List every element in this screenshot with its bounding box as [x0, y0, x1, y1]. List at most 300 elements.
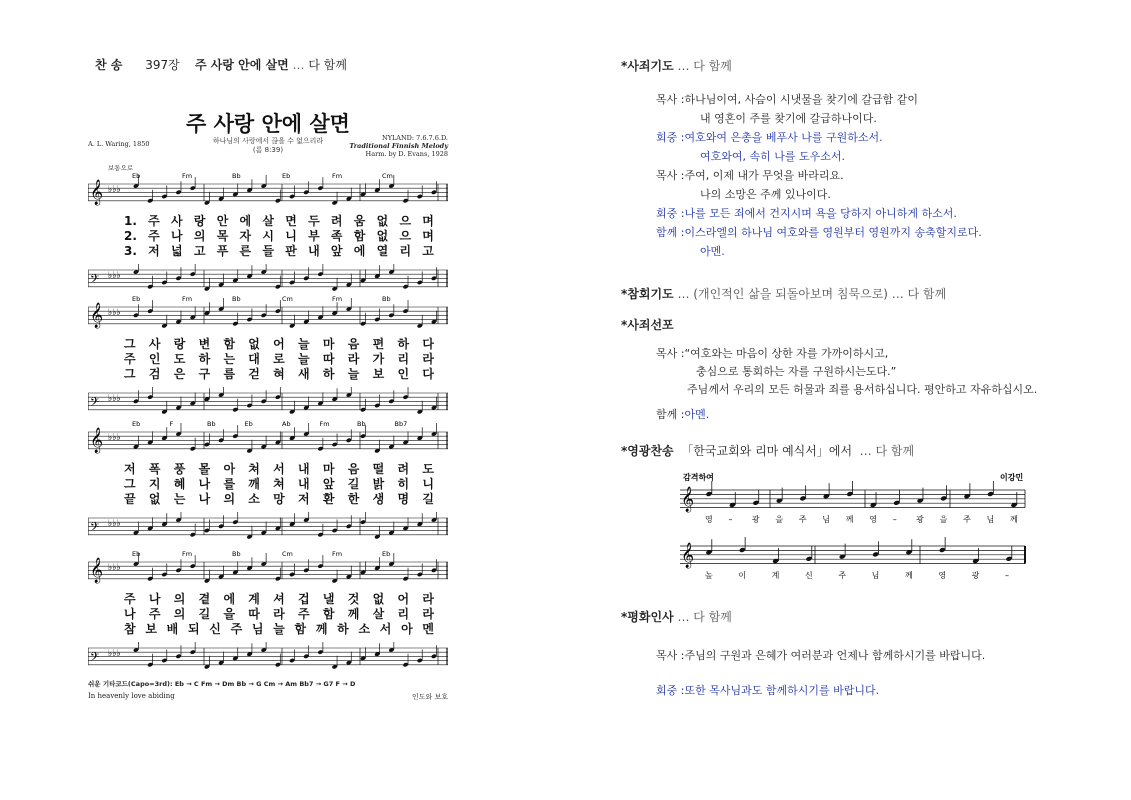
lyric-syllable: 망: [273, 492, 285, 506]
repentance-title: 참회기도: [627, 287, 674, 301]
chord-symbol: Bb: [207, 420, 216, 428]
hymn-label: 찬 송: [95, 58, 123, 72]
lyric-syllable: 새: [298, 367, 310, 381]
lyric-syllable: 께: [347, 607, 360, 621]
sheet-reference: (롬 8:39): [252, 146, 284, 154]
lyric-syllable: 하: [322, 367, 335, 381]
peace-congregation-who: 회중 :: [656, 684, 685, 697]
confession-note: … 다 함께: [677, 59, 732, 73]
lyric-syllable: 주: [148, 214, 160, 228]
confession-text: 내 영혼이 주를 찾기에 갈급하나이다.: [700, 112, 877, 125]
lyric-syllable: 저: [298, 492, 310, 506]
lyric-syllable: 주: [124, 352, 136, 366]
glory-heading: [621, 442, 914, 459]
lyric-syllable: 멘: [422, 622, 434, 636]
lyric-syllable: 낼: [322, 592, 335, 606]
lyric-syllable: 사: [148, 337, 161, 351]
lyric-syllable: 내: [298, 477, 310, 491]
guitar-chords: 쉬운 기타코드(Capo=3rd): Eb → C Fm → Dm Bb → G Cm → Am Bb7 → G7 F → D: [88, 680, 356, 688]
lyric-syllable: 나: [148, 592, 161, 606]
absolution-heading: [621, 316, 674, 333]
bass-clef-icon: 𝄢: [90, 396, 100, 412]
peace-title: 평화인사: [627, 610, 674, 624]
glory-syllable: 광: [751, 515, 760, 524]
lyric-syllable: 그: [124, 367, 136, 381]
lyric-syllable: 니: [422, 477, 434, 491]
lyric-syllable: 은: [173, 367, 186, 381]
lyric-syllable: 곁: [198, 592, 211, 606]
peace-congregation-text: 또한 목사님과도 함께하시기를 바랍니다.: [684, 684, 880, 697]
lyric-syllable: 앞: [322, 477, 335, 491]
glory-title: 영광찬송: [627, 444, 674, 458]
hymn-number: 397장: [145, 58, 180, 72]
lyric-syllable: 보: [145, 622, 157, 636]
lyric-syllable: 름: [223, 367, 236, 381]
lyric-syllable: 풍: [173, 462, 186, 476]
bullet-star: *: [621, 610, 628, 624]
key-signature-icon: ♭♭♭: [108, 649, 121, 659]
bass-staff: [88, 642, 448, 676]
lyric-syllable: 쳐: [273, 477, 285, 491]
lyric-syllable: 아: [223, 462, 236, 476]
lyric-line: [124, 462, 434, 476]
glory-staves: [680, 481, 1025, 568]
lyric-syllable: 걷: [248, 367, 260, 381]
sheet-tempo: 보통으로: [108, 164, 134, 172]
absolution-line-2: 충심으로 통회하는 자를 구원하시는도다.”: [696, 365, 897, 378]
lyric-line: [124, 592, 434, 606]
lyric-syllable: 푸: [216, 244, 229, 258]
lyric-syllable: 변: [198, 337, 211, 351]
lyric-syllable: 길: [422, 492, 434, 506]
lyric-syllable: 한: [347, 492, 360, 506]
key-signature-icon: ♭♭♭: [108, 433, 121, 443]
lyric-syllable: 앞: [330, 244, 343, 258]
hymn-ellipsis: …: [292, 58, 305, 72]
lyric-syllable: 하: [397, 337, 410, 351]
chord-symbol: Fm: [332, 295, 343, 303]
key-signature-icon: ♭♭♭: [108, 185, 121, 195]
lyric-syllable: 명: [397, 492, 410, 506]
lyric-syllable: 대: [248, 352, 260, 366]
lyric-syllable: 나: [198, 477, 211, 491]
lyric-syllable: 의: [193, 229, 206, 243]
bass-staff: [88, 387, 448, 421]
lyric-syllable: 끝: [124, 492, 136, 506]
glory-syllable: –: [892, 515, 897, 524]
lyric-block: [124, 337, 434, 381]
lyric-syllable: 되: [187, 622, 200, 636]
glory-syllable: 께: [905, 571, 913, 580]
chord-symbol: Fm: [319, 420, 330, 428]
lyric-syllable: 내: [298, 462, 310, 476]
lyric-syllable: 소: [248, 492, 260, 506]
lyric-line: [124, 367, 434, 381]
confession-line: [700, 186, 831, 202]
chord-symbol: Bb: [357, 420, 366, 428]
lyric-syllable: 주: [148, 229, 160, 243]
glory-syllable: 신: [805, 571, 813, 580]
lyric-syllable: 편: [372, 337, 385, 351]
sheet-tune-source: Traditional Finnish Melody: [349, 142, 448, 150]
lyric-syllable: 면: [285, 214, 297, 228]
lyric-syllable: 으: [399, 229, 412, 243]
glory-syllable: 주: [963, 515, 971, 524]
lyric-syllable: 음: [347, 337, 360, 351]
lyric-syllable: 열: [376, 244, 389, 258]
lyric-syllable: 른: [239, 244, 252, 258]
confession-speaker: 회중 :: [656, 207, 685, 220]
lyric-syllable: 부: [308, 229, 320, 243]
glory-note: … 다 함께: [859, 444, 915, 458]
lyric-syllable: 나: [198, 492, 211, 506]
lyric-syllable: 그: [124, 337, 136, 351]
peace-pastor-text: 주님의 구원과 은혜가 여러분과 언제나 함께하시기를 바랍니다.: [684, 649, 986, 662]
glory-syllable: 영: [869, 515, 877, 524]
lyric-line: [124, 337, 434, 351]
confession-speaker: 목사 :: [656, 169, 685, 182]
confession-line: [656, 167, 844, 183]
absolution-who: 목사 :: [656, 347, 685, 360]
confession-line: [700, 148, 845, 164]
key-signature-icon: ♭♭♭: [108, 394, 121, 404]
lyric-syllable: 길: [198, 607, 211, 621]
lyric-syllable: 서: [273, 462, 285, 476]
hymn-note: 다 함께: [308, 58, 347, 72]
lyric-syllable: 의: [223, 492, 236, 506]
glory-syllable: 님: [871, 571, 880, 580]
glory-syllable: 주: [838, 571, 847, 580]
bass-clef-icon: 𝄢: [90, 651, 100, 667]
lyric-syllable: 마: [322, 337, 335, 351]
lyric-syllable: 없: [148, 492, 161, 506]
confession-heading: [621, 57, 732, 74]
bullet-star: *: [621, 318, 628, 332]
confession-text: 아멘.: [700, 245, 725, 258]
lyric-syllable: 다: [422, 367, 434, 381]
sheet-tune: NYLAND: 7.6.7.6.D.: [382, 134, 448, 142]
glory-syllable: 높: [705, 571, 713, 580]
glory-syllable: 님: [986, 515, 995, 524]
bass-clef-icon: 𝄢: [90, 521, 100, 537]
lyric-syllable: 나: [171, 229, 183, 243]
sheet-harm: Harm. by D. Evans, 1928: [365, 150, 448, 158]
lyric-syllable: 라: [347, 352, 360, 366]
lyric-syllable: 깨: [248, 477, 260, 491]
lyric-syllable: 나: [124, 607, 136, 621]
lyric-syllable: 에: [223, 592, 236, 606]
lyric-syllable: 니: [285, 229, 297, 243]
lyric-syllable: 함: [294, 622, 307, 636]
lyric-syllable: 떨: [372, 462, 385, 476]
lyric-syllable: 들: [262, 244, 274, 258]
confession-text: 여호와여 은총을 베푸사 나를 구원하소서.: [684, 131, 883, 144]
sheet-author: A. L. Waring, 1850: [88, 140, 150, 148]
lyric-syllable: 아: [401, 622, 413, 636]
lyric-syllable: 려: [330, 214, 343, 228]
treble-clef-icon: 𝄞: [90, 180, 104, 205]
lyric-syllable: 라: [273, 607, 285, 621]
confession-title: 사죄기도: [627, 59, 674, 73]
absolution-title: 사죄선포: [627, 318, 674, 332]
lyric-syllable: 려: [397, 462, 410, 476]
lyric-syllable: 에: [239, 214, 252, 228]
lyric-line: [124, 244, 434, 258]
confession-text: 주여, 이제 내가 무엇을 바라리요.: [684, 169, 844, 182]
lyric-line: [124, 352, 434, 366]
lyric-syllable: 리: [399, 244, 412, 258]
lyric-syllable: 라: [422, 592, 434, 606]
glory-tempo: 감격하여: [683, 472, 714, 482]
glory-syllable: –: [1005, 571, 1009, 580]
lyric-block: [124, 462, 434, 506]
treble-staff: [88, 170, 448, 210]
lyric-syllable: 서: [379, 622, 392, 636]
confession-line: [656, 205, 957, 221]
lyric-syllable: 판: [285, 244, 297, 258]
bass-clef-icon: 𝄢: [90, 273, 100, 289]
lyric-syllable: 시: [262, 229, 274, 243]
lyric-line: [124, 622, 434, 636]
hymn-header: [95, 56, 347, 73]
peace-heading: [621, 608, 732, 625]
sheet-title: 주 사랑 안에 살면: [186, 112, 350, 136]
treble-staff: [88, 548, 448, 588]
lyric-syllable: 없: [376, 229, 389, 243]
glory-syllable: 님: [822, 515, 831, 524]
chord-symbol: Bb: [232, 172, 241, 180]
lyric-syllable: 살: [372, 607, 385, 621]
lyric-syllable: 고: [422, 244, 434, 258]
lyric-line: [124, 477, 434, 491]
confession-speaker: 목사 :: [656, 93, 685, 106]
lyric-syllable: 를: [223, 477, 236, 491]
lyric-syllable: 그: [124, 477, 136, 491]
peace-note: … 다 함께: [677, 610, 732, 624]
lyric-syllable: 주: [148, 607, 161, 621]
lyric-syllable: 폭: [148, 462, 161, 476]
lyric-line: [124, 214, 434, 228]
treble-clef-icon: 𝄞: [681, 487, 695, 512]
lyric-syllable: 함: [353, 229, 366, 243]
key-signature-icon: ♭♭♭: [108, 308, 121, 318]
lyric-syllable: 음: [347, 462, 360, 476]
lyric-syllable: 것: [347, 592, 360, 606]
lyric-syllable: 생: [372, 492, 385, 506]
lyric-syllable: 랑: [193, 214, 206, 228]
lyric-syllable: 님: [251, 622, 264, 636]
chord-symbol: Ab: [282, 420, 291, 428]
lyric-syllable: 인: [397, 367, 410, 381]
confession-text: 나를 모든 죄에서 건지시며 욕을 당하지 아니하게 하소서.: [684, 207, 957, 220]
lyric-syllable: 구: [198, 367, 211, 381]
lyric-syllable: 안: [216, 214, 229, 228]
lyric-syllable: 없: [248, 337, 260, 351]
glory-source: 「한국교회와 리마 예식서」에서: [681, 444, 853, 458]
glory-syllable: 께: [845, 515, 854, 524]
confession-text: 여호와여, 속히 나를 도우소서.: [700, 150, 845, 163]
glory-lyrics: [705, 514, 1018, 580]
lyric-syllable: 께: [315, 622, 328, 636]
lyric-syllable: 늘: [298, 352, 310, 366]
lyric-syllable: 길: [347, 477, 360, 491]
key-signature-icon: ♭♭♭: [108, 563, 121, 573]
lyric-line: [124, 492, 434, 506]
glory-score: [675, 470, 1035, 590]
lyric-syllable: 살: [262, 214, 274, 228]
chord-symbol: Bb: [232, 550, 241, 558]
treble-staff: [88, 293, 448, 333]
lyric-syllable: 2.: [124, 229, 137, 243]
glory-syllable: –: [728, 515, 733, 524]
lyric-syllable: 신: [209, 622, 221, 636]
chord-symbol: Eb: [132, 172, 141, 180]
lyric-syllable: 에: [353, 244, 366, 258]
treble-staff: [88, 418, 448, 458]
lyric-syllable: 마: [322, 462, 335, 476]
absolution-line-3: 주님께서 우리의 모든 허물과 죄를 용서하십니다. 평안하고 자유하십시오.: [687, 383, 1038, 396]
lyric-syllable: 하: [198, 352, 211, 366]
confession-line: [656, 224, 982, 240]
chord-symbol: Eb: [132, 550, 141, 558]
glory-syllable: 을: [775, 515, 784, 524]
chord-symbol: Fm: [182, 550, 193, 558]
chord-symbol: Eb: [132, 420, 141, 428]
sheet-subtitle: 하나님의 사랑에서 끊을 수 없으리라: [212, 137, 324, 145]
glory-syllable: 광: [971, 571, 980, 580]
lyric-syllable: 계: [248, 592, 260, 606]
glory-syllable: 광: [916, 515, 924, 524]
confession-speaker: 함께 :: [656, 226, 685, 239]
glory-composer: 이강민: [1000, 472, 1024, 482]
glory-syllable: 께: [1010, 515, 1018, 524]
lyric-syllable: 가: [372, 352, 385, 366]
confession-line: [700, 110, 877, 126]
lyric-line: [124, 607, 434, 621]
lyric-syllable: 리: [397, 352, 410, 366]
chord-symbol: Eb: [282, 172, 291, 180]
chord-symbol: F: [169, 420, 174, 428]
lyric-syllable: 고: [193, 244, 206, 258]
key-signature-icon: ♭♭♭: [108, 519, 121, 529]
confession-text: 하나님이여, 사슴이 시냇물을 찾기에 갈급함 같이: [684, 93, 918, 106]
lyric-syllable: 며: [422, 214, 434, 228]
chord-symbol: Eb: [132, 295, 141, 303]
lyric-line: [124, 229, 434, 243]
lyric-syllable: 며: [422, 229, 434, 243]
confession-line: [656, 129, 883, 145]
glory-syllable: 영: [938, 571, 947, 580]
confession-text: 이스라엘의 하나님 여호와를 영원부터 영원까지 송축할지로다.: [684, 226, 982, 239]
lyric-syllable: 족: [330, 229, 343, 243]
lyric-syllable: 배: [166, 622, 179, 636]
confession-speaker: 회중 :: [656, 131, 685, 144]
lyric-syllable: 주: [230, 622, 243, 636]
lyric-syllable: 소: [358, 622, 371, 636]
lyric-syllable: 늘: [347, 367, 360, 381]
chord-symbol: Cm: [282, 550, 293, 558]
treble-clef-icon: 𝄞: [90, 428, 104, 453]
lyric-syllable: 리: [397, 607, 410, 621]
lyric-syllable: 의: [173, 592, 186, 606]
absolution-amen: 아멘.: [684, 408, 710, 421]
chord-symbol: Bb: [382, 295, 391, 303]
lyric-syllable: 따: [322, 352, 335, 366]
lyric-syllable: 함: [322, 607, 335, 621]
lyric-syllable: 도: [422, 462, 434, 476]
lyric-syllable: 1.: [124, 214, 137, 228]
bass-staff: [88, 512, 448, 546]
chord-symbol: Fm: [332, 550, 343, 558]
lyric-syllable: 내: [308, 244, 320, 258]
lyric-syllable: 두: [308, 214, 320, 228]
lyric-syllable: 을: [223, 607, 236, 621]
lyric-syllable: 보: [372, 367, 385, 381]
lyric-syllable: 저: [148, 244, 160, 258]
chord-symbol: Cm: [382, 172, 393, 180]
treble-clef-icon: 𝄞: [90, 303, 104, 328]
lyric-syllable: 다: [422, 337, 434, 351]
lyric-syllable: 셔: [273, 592, 285, 606]
glory-syllable: 주: [798, 515, 807, 524]
absolution-row: [656, 345, 888, 361]
chord-symbol: Bb7: [394, 420, 408, 428]
treble-clef-icon: 𝄞: [681, 543, 695, 568]
confession-line: [700, 243, 725, 259]
glory-syllable: 이: [738, 571, 747, 580]
lyric-syllable: 라: [422, 607, 434, 621]
peace-pastor-row: [656, 647, 985, 663]
lyric-syllable: 하: [337, 622, 349, 636]
lyric-syllable: 겁: [298, 592, 310, 606]
lyric-syllable: 라: [422, 352, 434, 366]
lyric-syllable: 는: [223, 352, 236, 366]
sheet-tune-info: [349, 134, 448, 158]
lyric-syllable: 따: [248, 607, 260, 621]
lyric-syllable: 늘: [273, 622, 285, 636]
lyric-syllable: 히: [397, 477, 410, 491]
lyric-syllable: 어: [273, 337, 285, 351]
chord-symbol: Eb: [244, 420, 253, 428]
lyric-syllable: 로: [273, 352, 285, 366]
chord-symbol: Fm: [182, 295, 193, 303]
repentance-note: … (개인적인 삶을 되돌아보며 침묵으로) … 다 함께: [677, 287, 947, 301]
lyric-syllable: 3.: [124, 244, 137, 258]
lyric-syllable: 넓: [171, 244, 183, 258]
lyric-syllable: 도: [173, 352, 186, 366]
absolution-line-1: “여호와는 마음이 상한 자를 가까이하시고,: [684, 347, 889, 360]
lyric-syllable: 는: [173, 492, 186, 506]
treble-clef-icon: 𝄞: [90, 558, 104, 583]
key-signature-icon: ♭♭♭: [108, 271, 121, 281]
bullet-star: *: [621, 444, 628, 458]
lyric-syllable: 사: [171, 214, 183, 228]
lyric-syllable: 늘: [298, 337, 310, 351]
lyric-syllable: 밝: [372, 477, 385, 491]
lyric-syllable: 주: [124, 592, 136, 606]
glory-syllable: 영: [705, 515, 713, 524]
glory-syllable: 을: [939, 515, 948, 524]
lyric-syllable: 목: [216, 229, 229, 243]
hymn-title: 주 사랑 안에 살면: [195, 58, 289, 72]
lyric-syllable: 으: [399, 214, 412, 228]
chord-symbol: Bb: [232, 295, 241, 303]
lyric-syllable: 혀: [273, 367, 285, 381]
lyric-syllable: 자: [239, 229, 252, 243]
lyric-syllable: 참: [124, 622, 136, 636]
peace-congregation-row: [656, 682, 879, 698]
chord-symbol: Fm: [332, 172, 343, 180]
